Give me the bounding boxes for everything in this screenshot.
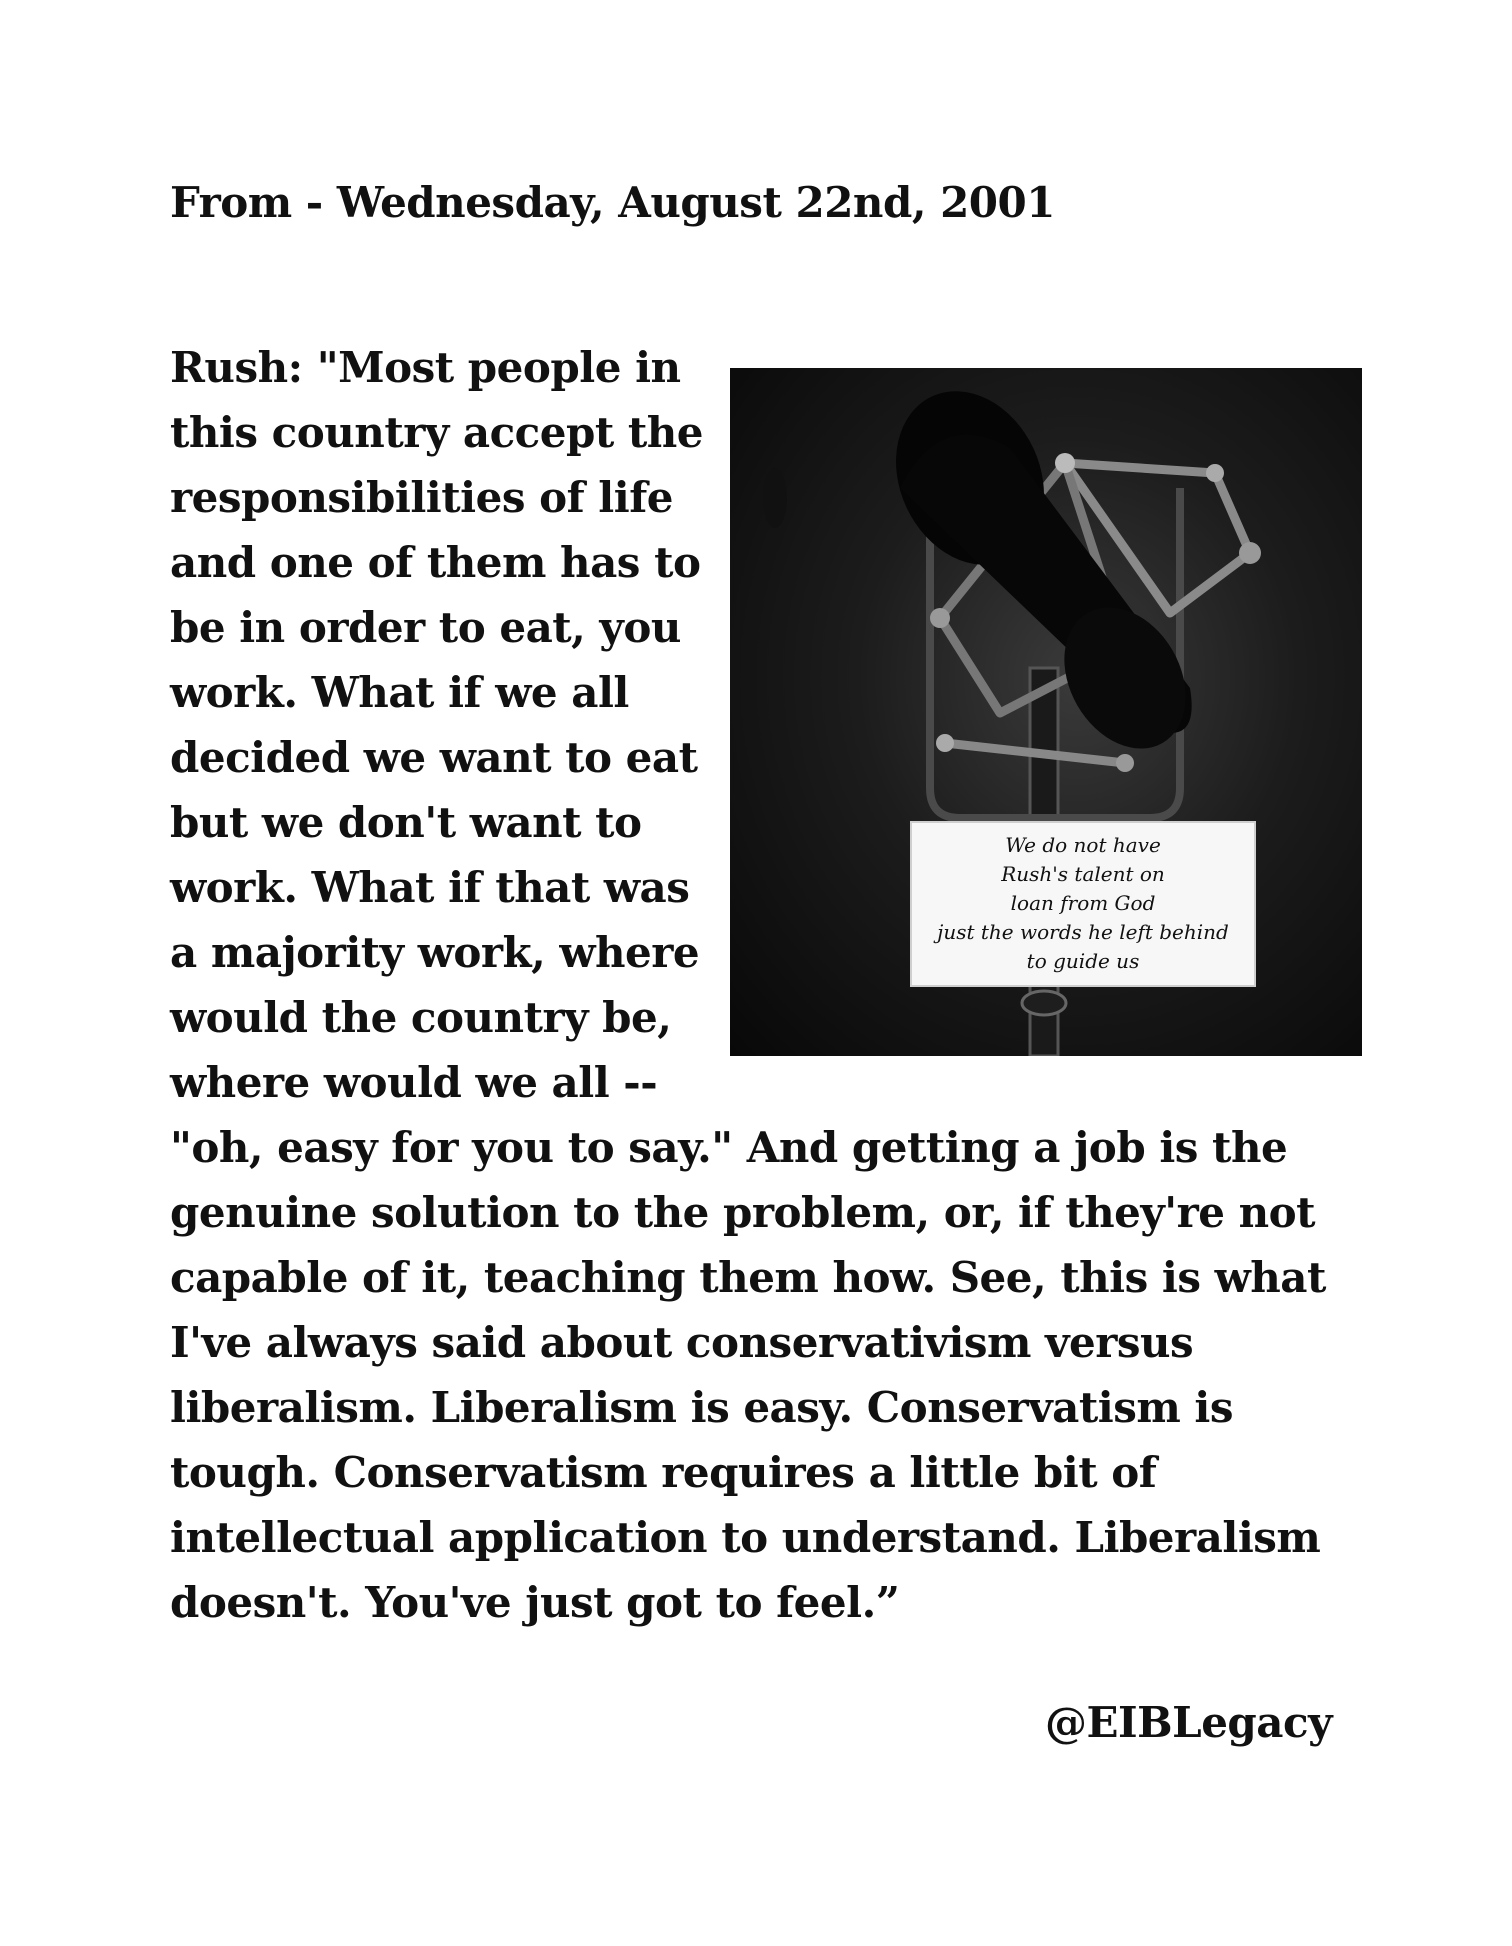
quote-line: a majority work, where	[170, 928, 700, 977]
sign-line: loan from God	[1010, 891, 1156, 915]
memorial-sign	[910, 821, 1256, 987]
quote-line: responsibilities of life	[170, 473, 673, 522]
quote-line: doesn't. You've just got to feel.”	[170, 1578, 900, 1627]
quote-line: capable of it, teaching them how. See, this is what	[170, 1253, 1326, 1302]
sign-line: to guide us	[1026, 949, 1140, 973]
quote-line: where would we all --	[170, 1058, 658, 1107]
sign-line: Rush's talent on	[1001, 862, 1165, 886]
microphone-photo	[730, 368, 1362, 1056]
social-handle: @EIBLegacy	[1045, 1698, 1332, 1747]
dateline: From - Wednesday, August 22nd, 2001	[170, 178, 1055, 227]
sign-line: We do not have	[1005, 833, 1161, 857]
quote-line: and one of them has to	[170, 538, 701, 587]
sign-line: just the words he left behind	[937, 920, 1229, 944]
quote-line: "oh, easy for you to say." And getting a job is the	[170, 1123, 1288, 1172]
quote-line: would the country be,	[170, 993, 672, 1042]
quote-line: I've always said about conservativism versus	[170, 1318, 1194, 1367]
quote-line: decided we want to eat	[170, 733, 698, 782]
quote-line: be in order to eat, you	[170, 603, 681, 652]
quote-line: tough. Conservatism requires a little bit of	[170, 1448, 1157, 1497]
quote-line: work. What if we all	[170, 668, 629, 717]
quote-top-column	[170, 335, 730, 1115]
quote-line: genuine solution to the problem, or, if they're not	[170, 1188, 1316, 1237]
quote-line: but we don't want to	[170, 798, 642, 847]
quote-line: liberalism. Liberalism is easy. Conservatism is	[170, 1383, 1234, 1432]
quote-line: intellectual application to understand. Liberalism	[170, 1513, 1321, 1562]
quote-line: work. What if that was	[170, 863, 690, 912]
quote-line: this country accept the	[170, 408, 704, 457]
quote-bottom-block	[170, 1115, 1370, 1635]
quote-line: Rush: "Most people in	[170, 343, 681, 392]
